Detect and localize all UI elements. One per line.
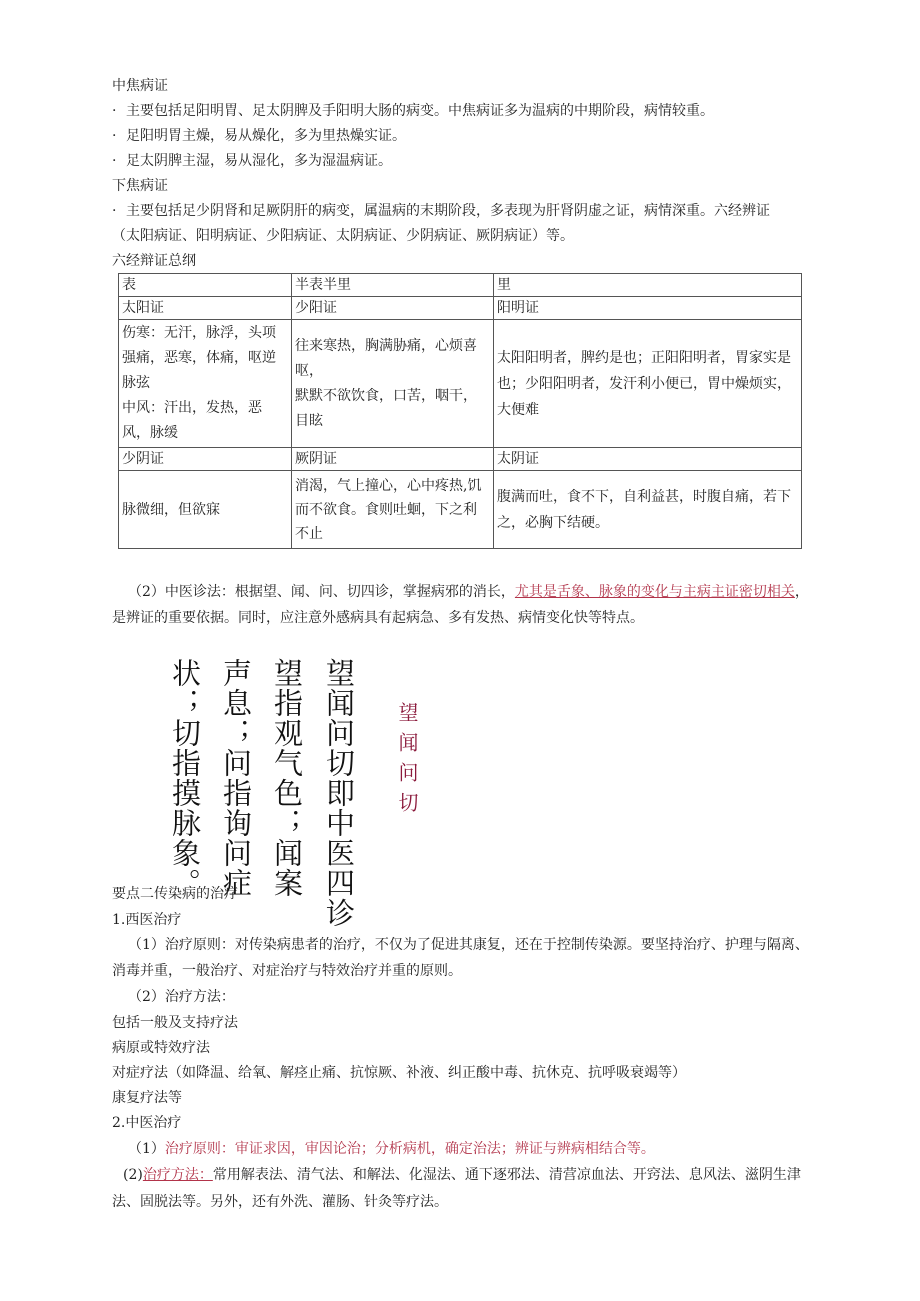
paragraph-continuation: 法、固脱法等。另外，还有外洗、灌肠、针灸等疗法。	[112, 1194, 448, 1210]
list-item: 康复疗法等	[112, 1090, 182, 1106]
highlighted-text: 治疗方法：	[142, 1167, 213, 1183]
paragraph-continuation: 消毒并重，一般治疗、对症治疗与特效治疗并重的原则。	[112, 963, 462, 979]
table-cell: 太阳证	[119, 297, 292, 320]
table-row	[119, 320, 802, 448]
diagnosis-paragraph-line2: 是辨证的重要依据。同时，应注意外感病具有起病急、多有发热、病情变化快等特点。	[112, 610, 644, 626]
highlighted-text: 尤其是舌象、脉象的变化与主病主证密切相关	[514, 584, 795, 600]
tcm-methods: (2)治疗方法：常用解表法、清气法、和解法、化湿法、通下逐邪法、清营凉血法、开窍法、息风法、滋阴生津	[123, 1167, 801, 1183]
bullet-icon: ·	[112, 128, 117, 144]
section-title-lower-jiao: 下焦病证	[112, 178, 168, 194]
table-cell: 少阴证	[119, 448, 292, 471]
paragraph: （1）治疗原则：对传染病患者的治疗，不仅为了促进其康复，还在于控制传染源。要坚持治疗、护理与隔离、	[128, 937, 809, 953]
bullet-icon: ·	[112, 103, 117, 119]
vertical-text-column: 状；切指摸脉象。	[168, 658, 202, 898]
list-item: 包括一般及支持疗法	[112, 1015, 238, 1031]
list-item: 对症疗法（如降温、给氧、解痉止痛、抗惊厥、补液、纠正酸中毒、抗休克、抗呼吸衰竭等）	[112, 1065, 686, 1081]
table-cell: 太阳阳明者，脾约是也；正阳阳明者，胃家实是也；少阳阳明者，发汗利小便已，胃中燥烦实，大便难	[494, 320, 802, 448]
vertical-text-column: 望闻问切即中医四诊	[322, 658, 356, 928]
bullet-icon: ·	[112, 153, 117, 169]
vertical-text-column: 声息；问指询问症	[219, 658, 253, 898]
section-title-middle-jiao: 中焦病证	[112, 78, 168, 94]
vertical-text-column: 望指观气色；闻案	[270, 658, 304, 898]
list-item: · 足阳明胃主燥，易从燥化，多为里热燥实证。	[112, 128, 406, 144]
table-header: 表	[119, 274, 292, 297]
table-cell: 太阴证	[494, 448, 802, 471]
table-cell: 阳明证	[494, 297, 802, 320]
table-row	[119, 471, 802, 549]
diagnosis-paragraph: （2）中医诊法：根据望、闻、问、切四诊，掌握病邪的消长，尤其是舌象、脉象的变化与主病主证密切相关，	[128, 584, 809, 600]
table-cell: 脉微细，但欲寐	[119, 471, 292, 549]
list-item: · 主要包括足阳明胃、足太阴脾及手阳明大肠的病变。中焦病证多为温病的中期阶段，病情较重。	[112, 103, 714, 119]
table-header-row	[119, 274, 802, 297]
list-item: · 主要包括足少阴肾和足厥阴肝的病变，属温病的末期阶段，多表现为肝肾阴虚之证，病情深重。六经辨证	[112, 203, 770, 219]
table-cell: 腹满而吐，食不下，自利益甚，时腹自痛，若下之，必胸下结硬。	[494, 471, 802, 549]
table-header: 半表半里	[292, 274, 494, 297]
highlighted-text: 治疗原则：审证求因，审因论治；分析病机，确定治法；辨证与辨病相结合等。	[164, 1141, 655, 1157]
list-item: 病原或特效疗法	[112, 1040, 210, 1056]
subsection-title: 2.中医治疗	[112, 1115, 182, 1131]
table-cell: 厥阴证	[292, 448, 494, 471]
bullet-icon: ·	[112, 203, 117, 219]
table-cell: 伤寒：无汗，脉浮，头项强痛，恶寒，体痛，呕逆脉弦 中风：汗出，发热，恶风，脉缓	[119, 320, 292, 448]
table-cell: 少阳证	[292, 297, 494, 320]
table-cell: 消渴，气上撞心，心中疼热,饥而不欲食。食则吐蛔，下之利不止	[292, 471, 494, 549]
table-header: 里	[494, 274, 802, 297]
section-title-treatment: 要点二传染病的治疗	[112, 886, 238, 902]
vertical-red-annotation: 望闻问切	[395, 702, 419, 822]
subsection-title: 1.西医治疗	[112, 912, 182, 928]
table-row	[119, 448, 802, 471]
list-item: · 足太阴脾主湿，易从湿化，多为湿温病证。	[112, 153, 392, 169]
tcm-principle: （1）治疗原则：审证求因，审因论治；分析病机，确定治法；辨证与辨病相结合等。	[128, 1141, 655, 1157]
table-cell: 往来寒热，胸满胁痛，心烦喜呕， 默默不欲饮食，口苦，咽干，目眩	[292, 320, 494, 448]
six-meridian-table	[118, 273, 802, 549]
methods-title: （2）治疗方法：	[128, 989, 235, 1005]
table-row	[119, 297, 802, 320]
list-item-continuation: （太阳病证、阳明病证、少阳病证、太阴病证、少阴病证、厥阴病证）等。	[112, 228, 574, 244]
table-title: 六经辩证总纲	[112, 253, 196, 269]
